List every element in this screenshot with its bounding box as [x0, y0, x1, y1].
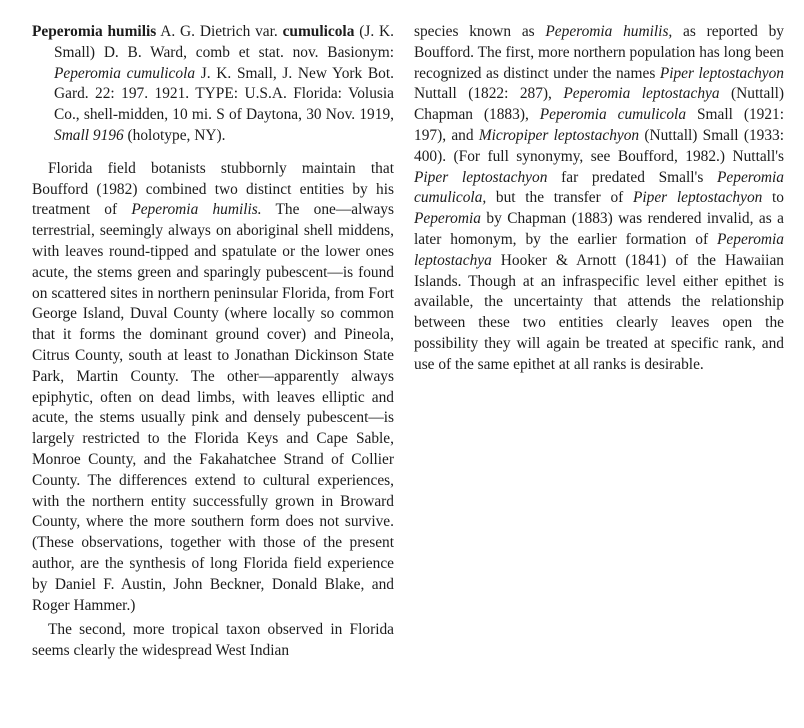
genus-name: Peperomia — [414, 210, 481, 228]
paragraph-text: species known as — [414, 23, 546, 40]
paragraph-text: Florida field botanists stubbornly maintain that Boufford (1982) combined two distinct entities by his treatment of — [32, 159, 394, 219]
species-name: Peperomia leptostachya — [414, 230, 784, 269]
type-info: J. K. Small, J. New York Bot. Gard. 22: 197. 1921. TYPE: U.S.A. Florida: Volusia Co., shell-midden, 10 mi. S of Daytona, 30 Nov. 1919, — [54, 64, 394, 124]
paragraph-text: Nuttall (1822: 287), — [414, 85, 564, 103]
taxon-author: A. G. Dietrich var. — [156, 23, 283, 40]
species-name: Micropiper leptostachyon — [478, 126, 640, 144]
species-name: Peperomia cumulicola — [539, 106, 687, 124]
paragraph-text: Hooker & Arnott (1841) of the Hawaiian Islands. Though at an infraspecific level either epithet is available, the uncertainty that attends the relationship between these two entities clearly leaves open the possibility they will again be treated at specific rank, and use of the same epithet at all ranks is desirable. — [414, 251, 784, 373]
species-name: Peperomia humilis, — [545, 23, 673, 40]
taxon-variety: cumulicola — [282, 23, 355, 40]
collector-number: Small 9196 — [54, 126, 124, 144]
paragraph-text: to — [762, 189, 785, 207]
species-name: Peperomia leptostachya — [563, 85, 720, 103]
paragraph-text: The one—always terrestrial, seemingly always on aboriginal shell middens, with leaves round-tipped and spatulate or the lower ones acute, the stems green and sparingly pubescent—is found on scattered sites in northern peninsular Florida, from Fort George Island, Duval County (where locally so common that it forms the dominant ground cover) and Pineola, Citrus County, south at least to Jonathan Dickinson State Park, Martin County. The other—apparently always epiphytic, often on dead limbs, with leaves elliptic and acute, the stems usually pink and densely pubescent—is largely restricted to the Florida Keys and Cape Sable, Monroe County, and the Fakahatchee Strand of Collier County. The differences extend to cultural experiences, with the northern entity successfully grown in Broward County, where the more southern form does not survive. (These observations, together with those of the present author, are the synthesis of long Florida field experience by Daniel F. Austin, John Beckner, Donald Blake, and Roger Hammer.) — [32, 201, 394, 614]
paragraph-text: far predated Small's — [547, 168, 718, 186]
right-column — [414, 22, 784, 376]
species-name: Peperomia cumulicola, — [414, 168, 784, 207]
paragraph-text: Small (1921: 197), and — [414, 106, 784, 144]
taxon-entry — [32, 22, 394, 147]
paragraph-text: as reported by Boufford. The first, more northern population has long been recognized as distinct under the names — [414, 23, 785, 82]
basionym-name: Peperomia cumulicola — [54, 64, 196, 82]
species-name: Piper leptostachyon — [414, 168, 548, 186]
paragraph-text: (Nuttall) Chapman (1883), — [414, 85, 785, 124]
paragraph-text: (Nuttall) Small (1933: 400). (For full synonymy, see Boufford, 1982.) Nuttall's — [414, 126, 785, 165]
species-name: Piper leptostachyon — [659, 64, 784, 82]
species-name: Piper leptostachyon — [632, 189, 763, 207]
taxon-name: Peperomia humilis — [32, 23, 157, 40]
paragraph-text: by Chapman (1883) was rendered invalid, as a later homonym, by the earlier formation of — [414, 210, 784, 248]
body-paragraph-continued — [414, 22, 784, 376]
species-name: Peperomia humilis. — [131, 201, 262, 219]
body-paragraph — [32, 159, 394, 617]
taxon-citation: (J. K. Small) D. B. Ward, comb et stat. nov. Basionym: — [54, 23, 394, 61]
body-paragraph — [32, 620, 394, 662]
left-column — [32, 22, 394, 662]
paragraph-text: The second, more tropical taxon observed in Florida seems clearly the widespread West Indian — [32, 621, 394, 660]
paragraph-text: but the transfer of — [486, 189, 633, 207]
holotype-note: (holotype, NY). — [123, 126, 226, 144]
